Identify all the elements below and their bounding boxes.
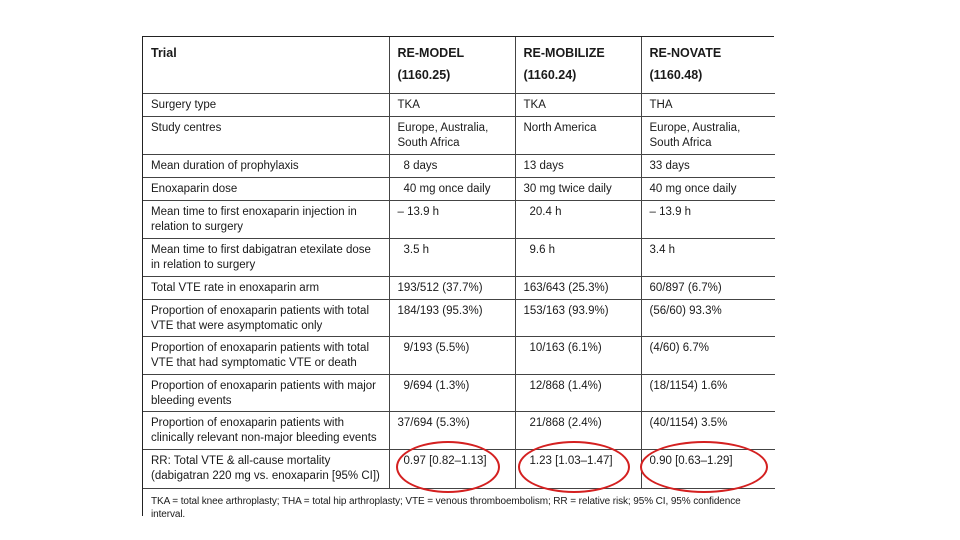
table-row xyxy=(143,200,775,238)
cell-re-mobilize-rr: 1.23 [1.03–1.47] xyxy=(515,449,641,488)
cell-re-novate: (40/1154) 3.5% xyxy=(641,411,775,449)
cell-re-mobilize: North America xyxy=(515,116,641,154)
header-trial: Trial xyxy=(151,46,177,60)
table-row xyxy=(143,336,775,374)
row-label: Proportion of enoxaparin patients with total VTE that had symptomatic VTE or death xyxy=(143,336,389,374)
cell-re-model: 193/512 (37.7%) xyxy=(389,276,515,299)
cell-re-novate: – 13.9 h xyxy=(641,200,775,238)
cell-re-model: 8 days xyxy=(389,154,515,177)
cell-re-mobilize: 153/163 (93.9%) xyxy=(515,299,641,336)
row-label: Mean time to first dabigatran etexilate dose in relation to surgery xyxy=(143,238,389,276)
cell-re-mobilize: 10/163 (6.1%) xyxy=(515,336,641,374)
table-row xyxy=(143,116,775,154)
table-row xyxy=(143,276,775,299)
table-header-row xyxy=(143,37,775,93)
cell-re-mobilize: TKA xyxy=(515,93,641,116)
row-label: Mean duration of prophylaxis xyxy=(143,154,389,177)
header-re-model-code: (1160.25) xyxy=(397,68,451,82)
cell-re-novate: 60/897 (6.7%) xyxy=(641,276,775,299)
table-row xyxy=(143,154,775,177)
cell-re-novate: (4/60) 6.7% xyxy=(641,336,775,374)
cell-re-model: 9/193 (5.5%) xyxy=(389,336,515,374)
cell-re-model: – 13.9 h xyxy=(389,200,515,238)
cell-re-novate: THA xyxy=(641,93,775,116)
row-label: Enoxaparin dose xyxy=(143,177,389,200)
cell-re-novate: (18/1154) 1.6% xyxy=(641,374,775,411)
trial-comparison-table xyxy=(143,37,775,489)
cell-re-model: 37/694 (5.3%) xyxy=(389,411,515,449)
cell-re-novate-rr: 0.90 [0.63–1.29] xyxy=(641,449,775,488)
cell-re-mobilize: 163/643 (25.3%) xyxy=(515,276,641,299)
table-row xyxy=(143,177,775,200)
cell-re-model-rr: 0.97 [0.82–1.13] xyxy=(389,449,515,488)
cell-re-mobilize: 9.6 h xyxy=(515,238,641,276)
cell-re-model: 184/193 (95.3%) xyxy=(389,299,515,336)
header-re-mobilize-code: (1160.24) xyxy=(523,68,577,82)
cell-re-mobilize: 20.4 h xyxy=(515,200,641,238)
cell-re-novate: 33 days xyxy=(641,154,775,177)
cell-re-novate: 3.4 h xyxy=(641,238,775,276)
cell-re-model: TKA xyxy=(389,93,515,116)
row-label: Proportion of enoxaparin patients with major bleeding events xyxy=(143,374,389,411)
row-label: Study centres xyxy=(143,116,389,154)
cell-re-model: 9/694 (1.3%) xyxy=(389,374,515,411)
cell-re-novate: Europe, Australia, South Africa xyxy=(641,116,775,154)
table-row xyxy=(143,374,775,411)
cell-re-novate: (56/60) 93.3% xyxy=(641,299,775,336)
table-footnote: TKA = total knee arthroplasty; THA = total hip arthroplasty; VTE = venous thromboembolism; RR = relative risk; 95% CI, 95% confidence interval. xyxy=(151,495,741,520)
header-re-model: RE-MODEL (1160.25) xyxy=(389,37,515,93)
cell-re-model: Europe, Australia, South Africa xyxy=(389,116,515,154)
table-row xyxy=(143,93,775,116)
row-label: Total VTE rate in enoxaparin arm xyxy=(143,276,389,299)
table-row xyxy=(143,411,775,449)
row-label: Mean time to first enoxaparin injection in relation to surgery xyxy=(143,200,389,238)
cell-re-mobilize: 12/868 (1.4%) xyxy=(515,374,641,411)
row-label: RR: Total VTE & all-cause mortality (dabigatran 220 mg vs. enoxaparin [95% CI]) xyxy=(143,449,389,488)
cell-re-mobilize: 21/868 (2.4%) xyxy=(515,411,641,449)
row-label: Surgery type xyxy=(143,93,389,116)
cell-re-model: 40 mg once daily xyxy=(389,177,515,200)
table-row xyxy=(143,299,775,336)
trial-comparison-document xyxy=(142,36,774,520)
header-re-novate: RE-NOVATE (1160.48) xyxy=(641,37,775,93)
header-re-mobilize: RE-MOBILIZE (1160.24) xyxy=(515,37,641,93)
cell-re-novate: 40 mg once daily xyxy=(641,177,775,200)
cell-re-model: 3.5 h xyxy=(389,238,515,276)
header-re-novate-code: (1160.48) xyxy=(649,68,703,82)
row-label: Proportion of enoxaparin patients with total VTE that were asymptomatic only xyxy=(143,299,389,336)
table-row-relative-risk xyxy=(143,449,775,488)
table-row xyxy=(143,238,775,276)
row-label: Proportion of enoxaparin patients with clinically relevant non-major bleeding events xyxy=(143,411,389,449)
cell-re-mobilize: 13 days xyxy=(515,154,641,177)
cell-re-mobilize: 30 mg twice daily xyxy=(515,177,641,200)
